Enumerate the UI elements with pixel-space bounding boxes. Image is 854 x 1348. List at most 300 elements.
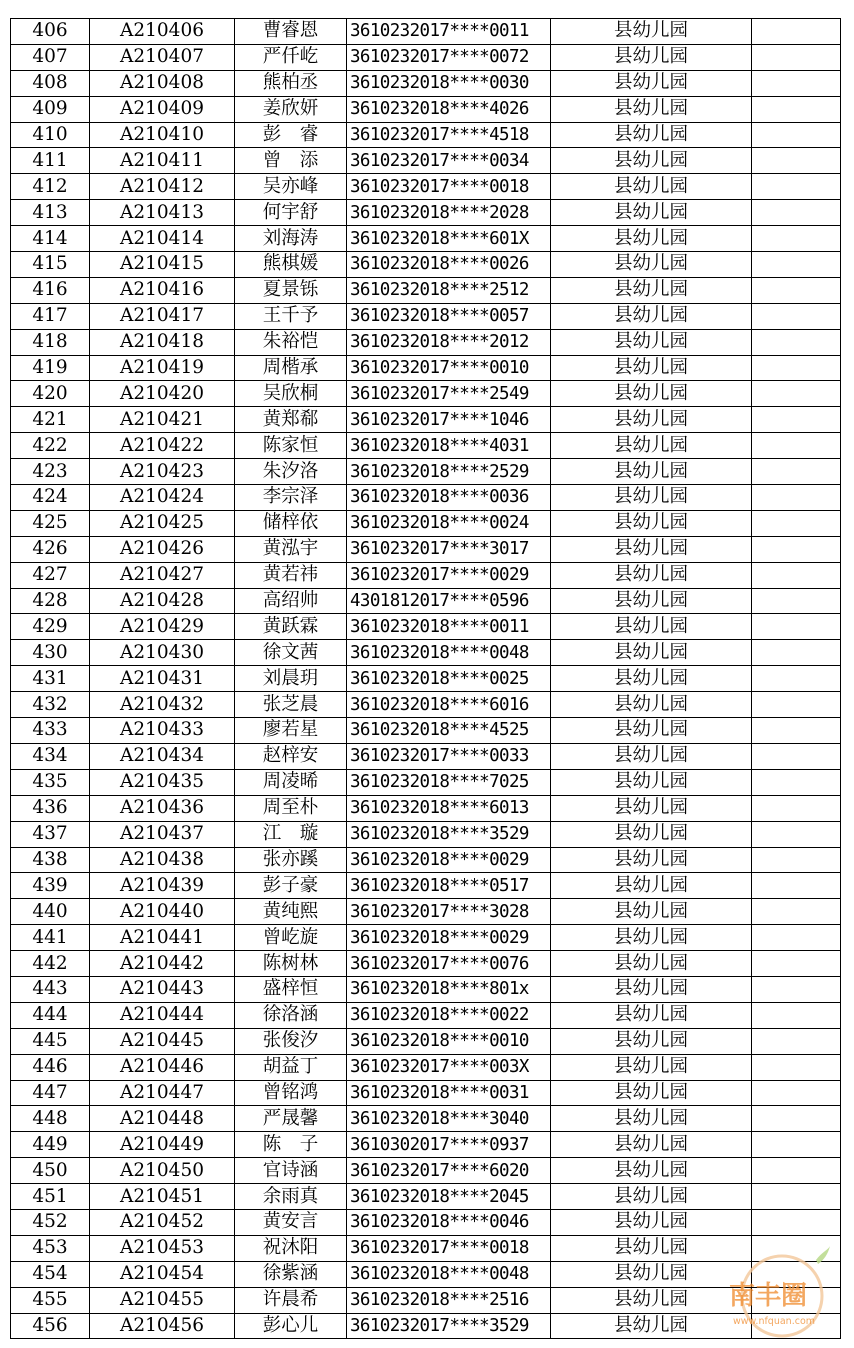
cell-number: 445 — [11, 1028, 90, 1054]
cell-school: 县幼儿园 — [551, 666, 752, 692]
cell-remark — [752, 407, 841, 433]
cell-id-card: 3610232017****6020 — [347, 1158, 551, 1184]
table-row — [11, 769, 841, 795]
cell-school: 县幼儿园 — [551, 226, 752, 252]
table-row — [11, 847, 841, 873]
cell-number: 425 — [11, 510, 90, 536]
cell-name: 曾 添 — [235, 148, 347, 174]
cell-school: 县幼儿园 — [551, 873, 752, 899]
cell-name: 朱裕恺 — [235, 329, 347, 355]
cell-number: 422 — [11, 433, 90, 459]
cell-student-id: A210433 — [90, 718, 235, 744]
cell-remark — [752, 1209, 841, 1235]
cell-remark — [752, 1184, 841, 1210]
cell-remark — [752, 951, 841, 977]
cell-id-card: 3610232018****4031 — [347, 433, 551, 459]
cell-student-id: A210432 — [90, 692, 235, 718]
cell-student-id: A210411 — [90, 148, 235, 174]
cell-id-card: 3610232018****0030 — [347, 70, 551, 96]
table-row — [11, 692, 841, 718]
table-row — [11, 303, 841, 329]
cell-remark — [752, 122, 841, 148]
cell-student-id: A210438 — [90, 847, 235, 873]
cell-remark — [752, 1287, 841, 1313]
cell-id-card: 3610232017****003X — [347, 1054, 551, 1080]
cell-school: 县幼儿园 — [551, 562, 752, 588]
cell-id-card: 3610232018****2516 — [347, 1287, 551, 1313]
cell-school: 县幼儿园 — [551, 847, 752, 873]
table-row — [11, 485, 841, 511]
table-row — [11, 329, 841, 355]
cell-id-card: 3610232017****0034 — [347, 148, 551, 174]
cell-id-card: 3610232018****0010 — [347, 1028, 551, 1054]
table-row — [11, 666, 841, 692]
cell-remark — [752, 1235, 841, 1261]
cell-remark — [752, 795, 841, 821]
cell-student-id: A210434 — [90, 743, 235, 769]
cell-student-id: A210424 — [90, 485, 235, 511]
cell-id-card: 3610232017****3529 — [347, 1313, 551, 1339]
cell-name: 严晟馨 — [235, 1106, 347, 1132]
cell-student-id: A210431 — [90, 666, 235, 692]
cell-student-id: A210427 — [90, 562, 235, 588]
cell-student-id: A210442 — [90, 951, 235, 977]
cell-id-card: 3610232017****4518 — [347, 122, 551, 148]
cell-name: 夏景铄 — [235, 277, 347, 303]
cell-id-card: 3610232018****0031 — [347, 1080, 551, 1106]
cell-number: 411 — [11, 148, 90, 174]
cell-number: 439 — [11, 873, 90, 899]
cell-name: 彭 睿 — [235, 122, 347, 148]
cell-student-id: A210406 — [90, 19, 235, 45]
cell-school: 县幼儿园 — [551, 19, 752, 45]
table-row — [11, 1132, 841, 1158]
cell-student-id: A210413 — [90, 200, 235, 226]
cell-remark — [752, 925, 841, 951]
cell-school: 县幼儿园 — [551, 1132, 752, 1158]
cell-remark — [752, 562, 841, 588]
cell-student-id: A210449 — [90, 1132, 235, 1158]
cell-remark — [752, 666, 841, 692]
cell-name: 李宗泽 — [235, 485, 347, 511]
cell-remark — [752, 70, 841, 96]
cell-student-id: A210446 — [90, 1054, 235, 1080]
cell-remark — [752, 459, 841, 485]
cell-number: 415 — [11, 252, 90, 278]
cell-name: 曹睿恩 — [235, 19, 347, 45]
cell-remark — [752, 433, 841, 459]
cell-school: 县幼儿园 — [551, 148, 752, 174]
cell-number: 438 — [11, 847, 90, 873]
cell-id-card: 3610232017****0018 — [347, 174, 551, 200]
table-row — [11, 536, 841, 562]
cell-id-card: 3610232018****4525 — [347, 718, 551, 744]
cell-id-card: 3610232018****0022 — [347, 1002, 551, 1028]
cell-remark — [752, 536, 841, 562]
cell-student-id: A210408 — [90, 70, 235, 96]
table-row — [11, 381, 841, 407]
cell-student-id: A210450 — [90, 1158, 235, 1184]
cell-id-card: 3610232018****601X — [347, 226, 551, 252]
cell-student-id: A210454 — [90, 1261, 235, 1287]
cell-remark — [752, 873, 841, 899]
cell-student-id: A210439 — [90, 873, 235, 899]
table-row — [11, 614, 841, 640]
cell-remark — [752, 1132, 841, 1158]
cell-student-id: A210419 — [90, 355, 235, 381]
cell-student-id: A210423 — [90, 459, 235, 485]
cell-name: 黄纯熙 — [235, 899, 347, 925]
cell-number: 433 — [11, 718, 90, 744]
cell-number: 412 — [11, 174, 90, 200]
table-row — [11, 1158, 841, 1184]
cell-number: 451 — [11, 1184, 90, 1210]
table-row — [11, 1313, 841, 1339]
cell-id-card: 3610232018****2529 — [347, 459, 551, 485]
cell-number: 413 — [11, 200, 90, 226]
table-body — [11, 19, 841, 1339]
cell-number: 414 — [11, 226, 90, 252]
cell-name: 姜欣妍 — [235, 96, 347, 122]
cell-student-id: A210448 — [90, 1106, 235, 1132]
cell-name: 严仟屹 — [235, 44, 347, 70]
cell-school: 县幼儿园 — [551, 951, 752, 977]
cell-id-card: 3610232018****2512 — [347, 277, 551, 303]
cell-remark — [752, 174, 841, 200]
table-row — [11, 1080, 841, 1106]
cell-remark — [752, 1106, 841, 1132]
table-row — [11, 252, 841, 278]
cell-id-card: 3610232017****0076 — [347, 951, 551, 977]
cell-school: 县幼儿园 — [551, 718, 752, 744]
cell-name: 陈树林 — [235, 951, 347, 977]
cell-name: 江 璇 — [235, 821, 347, 847]
table-row — [11, 1054, 841, 1080]
table-row — [11, 1184, 841, 1210]
cell-id-card: 3610232018****0029 — [347, 925, 551, 951]
table-row — [11, 925, 841, 951]
cell-school: 县幼儿园 — [551, 174, 752, 200]
table-row — [11, 122, 841, 148]
cell-number: 441 — [11, 925, 90, 951]
table-row — [11, 951, 841, 977]
cell-name: 吴欣桐 — [235, 381, 347, 407]
cell-student-id: A210415 — [90, 252, 235, 278]
cell-remark — [752, 899, 841, 925]
cell-name: 熊柏丞 — [235, 70, 347, 96]
table-row — [11, 277, 841, 303]
cell-number: 449 — [11, 1132, 90, 1158]
cell-remark — [752, 329, 841, 355]
cell-school: 县幼儿园 — [551, 1106, 752, 1132]
cell-name: 徐洛涵 — [235, 1002, 347, 1028]
cell-school: 县幼儿园 — [551, 277, 752, 303]
cell-id-card: 3610232017****2549 — [347, 381, 551, 407]
cell-name: 曾屹旋 — [235, 925, 347, 951]
cell-school: 县幼儿园 — [551, 485, 752, 511]
table-row — [11, 718, 841, 744]
cell-school: 县幼儿园 — [551, 640, 752, 666]
table-row — [11, 640, 841, 666]
cell-school: 县幼儿园 — [551, 1313, 752, 1339]
cell-number: 448 — [11, 1106, 90, 1132]
cell-remark — [752, 1054, 841, 1080]
cell-name: 周至朴 — [235, 795, 347, 821]
table-row — [11, 510, 841, 536]
table-row — [11, 1235, 841, 1261]
cell-id-card: 3610232017****1046 — [347, 407, 551, 433]
table-row — [11, 433, 841, 459]
table-row — [11, 148, 841, 174]
cell-number: 428 — [11, 588, 90, 614]
cell-number: 420 — [11, 381, 90, 407]
cell-name: 张俊汐 — [235, 1028, 347, 1054]
cell-number: 440 — [11, 899, 90, 925]
table-row — [11, 1261, 841, 1287]
table-row — [11, 200, 841, 226]
cell-number: 431 — [11, 666, 90, 692]
cell-remark — [752, 588, 841, 614]
cell-school: 县幼儿园 — [551, 692, 752, 718]
table-row — [11, 821, 841, 847]
table-row — [11, 1028, 841, 1054]
cell-student-id: A210451 — [90, 1184, 235, 1210]
cell-number: 436 — [11, 795, 90, 821]
table-row — [11, 70, 841, 96]
cell-remark — [752, 485, 841, 511]
cell-number: 443 — [11, 976, 90, 1002]
table-row — [11, 588, 841, 614]
cell-name: 周凌晞 — [235, 769, 347, 795]
cell-student-id: A210425 — [90, 510, 235, 536]
cell-student-id: A210441 — [90, 925, 235, 951]
cell-id-card: 3610232017****0033 — [347, 743, 551, 769]
table-row — [11, 44, 841, 70]
cell-student-id: A210417 — [90, 303, 235, 329]
cell-student-id: A210416 — [90, 277, 235, 303]
cell-id-card: 3610232017****0018 — [347, 1235, 551, 1261]
cell-student-id: A210435 — [90, 769, 235, 795]
cell-number: 446 — [11, 1054, 90, 1080]
table-row — [11, 355, 841, 381]
cell-number: 450 — [11, 1158, 90, 1184]
cell-name: 何宇舒 — [235, 200, 347, 226]
cell-remark — [752, 277, 841, 303]
cell-name: 彭心儿 — [235, 1313, 347, 1339]
cell-id-card: 3610232018****0048 — [347, 640, 551, 666]
cell-school: 县幼儿园 — [551, 1209, 752, 1235]
table-row — [11, 976, 841, 1002]
cell-student-id: A210452 — [90, 1209, 235, 1235]
cell-number: 419 — [11, 355, 90, 381]
cell-id-card: 3610232017****0072 — [347, 44, 551, 70]
cell-number: 454 — [11, 1261, 90, 1287]
cell-id-card: 3610232018****3529 — [347, 821, 551, 847]
cell-id-card: 3610232018****0057 — [347, 303, 551, 329]
cell-name: 胡益丁 — [235, 1054, 347, 1080]
cell-school: 县幼儿园 — [551, 614, 752, 640]
cell-student-id: A210444 — [90, 1002, 235, 1028]
cell-student-id: A210443 — [90, 976, 235, 1002]
table-row — [11, 96, 841, 122]
cell-name: 张亦蹊 — [235, 847, 347, 873]
cell-name: 刘海涛 — [235, 226, 347, 252]
cell-student-id: A210456 — [90, 1313, 235, 1339]
cell-id-card: 3610232018****0026 — [347, 252, 551, 278]
table-row — [11, 174, 841, 200]
cell-id-card: 3610232018****0517 — [347, 873, 551, 899]
cell-school: 县幼儿园 — [551, 769, 752, 795]
cell-school: 县幼儿园 — [551, 588, 752, 614]
cell-id-card: 3610232018****0025 — [347, 666, 551, 692]
cell-remark — [752, 1080, 841, 1106]
cell-student-id: A210445 — [90, 1028, 235, 1054]
cell-school: 县幼儿园 — [551, 976, 752, 1002]
cell-number: 456 — [11, 1313, 90, 1339]
cell-school: 县幼儿园 — [551, 925, 752, 951]
cell-name: 吴亦峰 — [235, 174, 347, 200]
cell-school: 县幼儿园 — [551, 1028, 752, 1054]
cell-name: 陈家恒 — [235, 433, 347, 459]
cell-remark — [752, 614, 841, 640]
cell-name: 黄郑郗 — [235, 407, 347, 433]
cell-school: 县幼儿园 — [551, 1287, 752, 1313]
cell-student-id: A210447 — [90, 1080, 235, 1106]
cell-student-id: A210418 — [90, 329, 235, 355]
enrollment-table-container — [10, 18, 841, 1339]
table-row — [11, 899, 841, 925]
cell-school: 县幼儿园 — [551, 743, 752, 769]
cell-school: 县幼儿园 — [551, 96, 752, 122]
cell-school: 县幼儿园 — [551, 459, 752, 485]
cell-name: 朱汐洛 — [235, 459, 347, 485]
cell-number: 444 — [11, 1002, 90, 1028]
cell-number: 426 — [11, 536, 90, 562]
cell-number: 424 — [11, 485, 90, 511]
cell-name: 刘晨玥 — [235, 666, 347, 692]
table-row — [11, 459, 841, 485]
cell-remark — [752, 510, 841, 536]
cell-remark — [752, 640, 841, 666]
cell-id-card: 3610232017****0011 — [347, 19, 551, 45]
cell-number: 429 — [11, 614, 90, 640]
table-row — [11, 1287, 841, 1313]
cell-student-id: A210426 — [90, 536, 235, 562]
cell-id-card: 3610232018****0024 — [347, 510, 551, 536]
cell-school: 县幼儿园 — [551, 1261, 752, 1287]
cell-number: 430 — [11, 640, 90, 666]
cell-id-card: 3610232018****6013 — [347, 795, 551, 821]
cell-id-card: 3610232018****2028 — [347, 200, 551, 226]
cell-remark — [752, 821, 841, 847]
cell-number: 417 — [11, 303, 90, 329]
cell-number: 407 — [11, 44, 90, 70]
cell-number: 409 — [11, 96, 90, 122]
cell-name: 赵梓安 — [235, 743, 347, 769]
cell-id-card: 3610232017****0029 — [347, 562, 551, 588]
cell-student-id: A210453 — [90, 1235, 235, 1261]
cell-name: 盛梓恒 — [235, 976, 347, 1002]
cell-remark — [752, 1261, 841, 1287]
cell-id-card: 3610232018****0029 — [347, 847, 551, 873]
cell-number: 442 — [11, 951, 90, 977]
cell-remark — [752, 252, 841, 278]
cell-name: 周楷承 — [235, 355, 347, 381]
cell-school: 县幼儿园 — [551, 1002, 752, 1028]
cell-number: 427 — [11, 562, 90, 588]
cell-school: 县幼儿园 — [551, 536, 752, 562]
cell-student-id: A210412 — [90, 174, 235, 200]
cell-student-id: A210429 — [90, 614, 235, 640]
enrollment-table — [10, 18, 841, 1339]
cell-name: 曾铭鸿 — [235, 1080, 347, 1106]
cell-name: 徐文茜 — [235, 640, 347, 666]
table-row — [11, 873, 841, 899]
table-row — [11, 562, 841, 588]
cell-number: 416 — [11, 277, 90, 303]
table-row — [11, 1209, 841, 1235]
cell-id-card: 3610232017****3017 — [347, 536, 551, 562]
cell-school: 县幼儿园 — [551, 200, 752, 226]
cell-name: 余雨真 — [235, 1184, 347, 1210]
cell-number: 406 — [11, 19, 90, 45]
cell-name: 廖若星 — [235, 718, 347, 744]
cell-school: 县幼儿园 — [551, 1184, 752, 1210]
cell-student-id: A210422 — [90, 433, 235, 459]
cell-number: 435 — [11, 769, 90, 795]
cell-remark — [752, 692, 841, 718]
cell-school: 县幼儿园 — [551, 510, 752, 536]
cell-remark — [752, 1028, 841, 1054]
cell-remark — [752, 96, 841, 122]
cell-student-id: A210428 — [90, 588, 235, 614]
cell-id-card: 3610232018****801x — [347, 976, 551, 1002]
cell-remark — [752, 1158, 841, 1184]
table-row — [11, 226, 841, 252]
cell-school: 县幼儿园 — [551, 122, 752, 148]
cell-school: 县幼儿园 — [551, 821, 752, 847]
cell-number: 453 — [11, 1235, 90, 1261]
cell-number: 455 — [11, 1287, 90, 1313]
cell-name: 祝沐阳 — [235, 1235, 347, 1261]
cell-school: 县幼儿园 — [551, 1080, 752, 1106]
cell-id-card: 3610232018****4026 — [347, 96, 551, 122]
cell-id-card: 3610302017****0937 — [347, 1132, 551, 1158]
cell-name: 许晨希 — [235, 1287, 347, 1313]
cell-name: 高绍帅 — [235, 588, 347, 614]
cell-student-id: A210414 — [90, 226, 235, 252]
cell-school: 县幼儿园 — [551, 407, 752, 433]
cell-remark — [752, 355, 841, 381]
cell-school: 县幼儿园 — [551, 1158, 752, 1184]
cell-id-card: 3610232018****7025 — [347, 769, 551, 795]
table-row — [11, 1002, 841, 1028]
cell-school: 县幼儿园 — [551, 355, 752, 381]
table-row — [11, 1106, 841, 1132]
cell-id-card: 3610232018****0046 — [347, 1209, 551, 1235]
table-row — [11, 795, 841, 821]
cell-school: 县幼儿园 — [551, 795, 752, 821]
cell-remark — [752, 19, 841, 45]
cell-number: 410 — [11, 122, 90, 148]
cell-id-card: 3610232018****0011 — [347, 614, 551, 640]
cell-school: 县幼儿园 — [551, 70, 752, 96]
cell-name: 黄泓宇 — [235, 536, 347, 562]
cell-remark — [752, 44, 841, 70]
cell-id-card: 3610232018****0048 — [347, 1261, 551, 1287]
cell-remark — [752, 303, 841, 329]
cell-id-card: 3610232018****2045 — [347, 1184, 551, 1210]
